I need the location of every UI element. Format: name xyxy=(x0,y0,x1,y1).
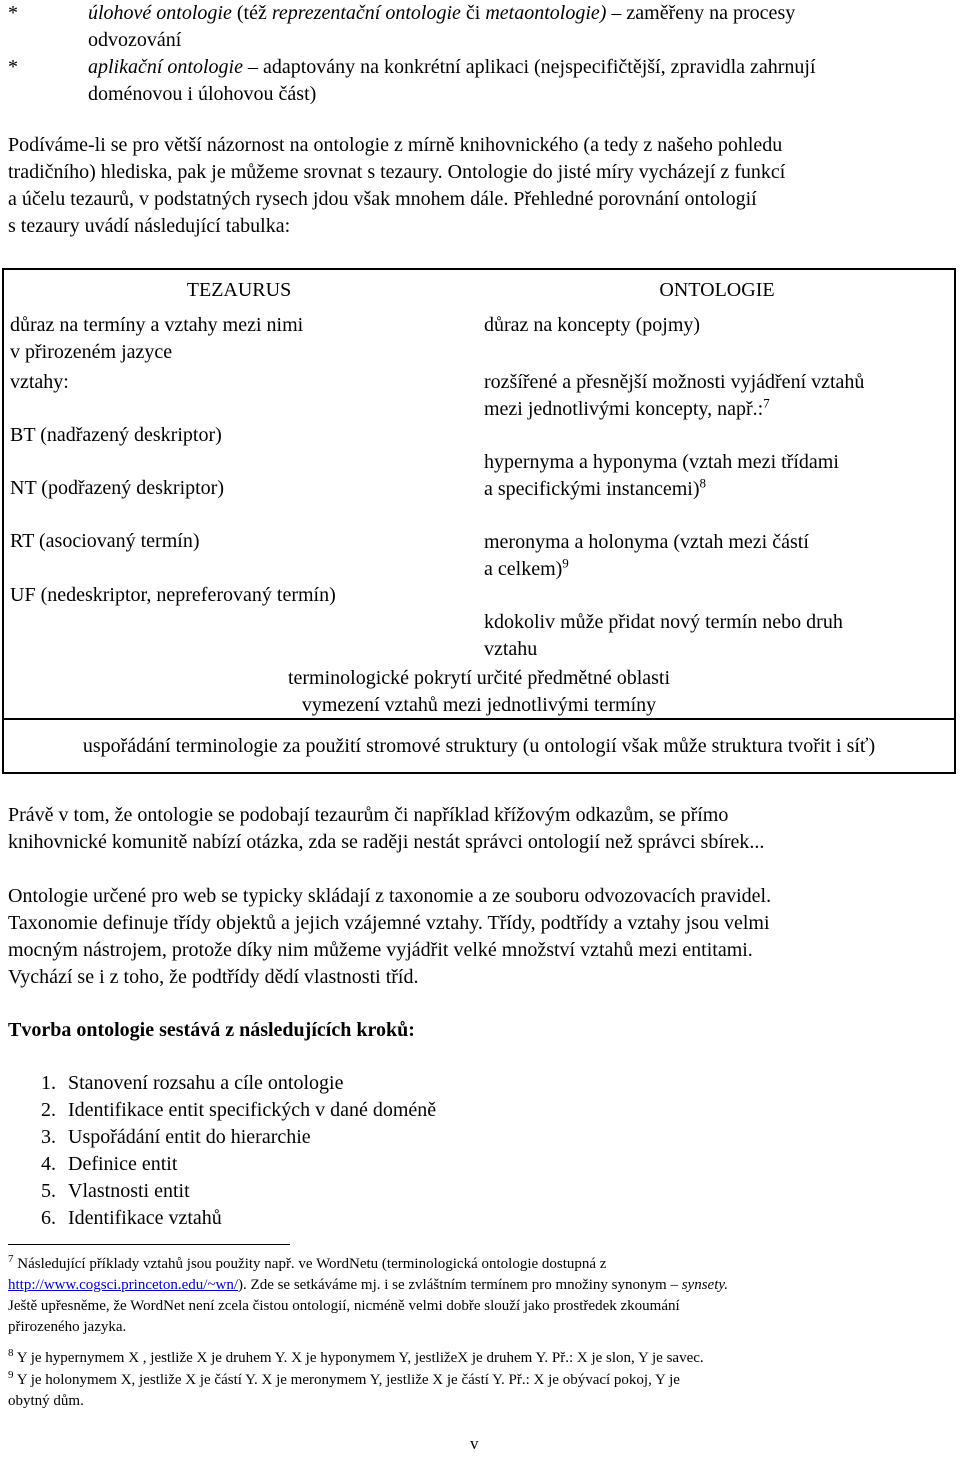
footnote-9: $^9$ Y je holonymem X, jestliže X je částí Y. X je meronymem Y, jestliže X je částí Y. Př.: X je obývací pokoj, Y je obytný dům. xyxy=(8,1369,680,1409)
bullet-mark: * xyxy=(8,2,18,24)
steps-list xyxy=(8,1070,708,1232)
table-cell: UF (nedeskriptor, nepreferovaný termín) xyxy=(10,584,336,606)
table-shared-cell: terminologické pokrytí určité předmětné oblasti xyxy=(287,667,671,689)
table-bottom-cell: uspořádání terminologie za použití stromové struktury (u ontologií však může struktura tvořit i síť) xyxy=(82,735,876,757)
table-cell: a specifickými instancemi)$^8$ xyxy=(484,475,706,500)
table-header-tezaurus: TEZAURUS xyxy=(186,279,292,301)
table-cell: RT (asociovaný termín) xyxy=(10,530,200,552)
table-cell: vztahu xyxy=(484,638,538,660)
table-cell: hypernyma a hyponyma (vztah mezi třídami xyxy=(484,451,839,473)
list-item: 5. Vlastnosti entit xyxy=(41,1180,190,1202)
list-item: 1. Stanovení rozsahu a cíle ontologie xyxy=(41,1072,344,1094)
list-item: 3. Uspořádání entit do hierarchie xyxy=(41,1126,311,1148)
table-cell: důraz na koncepty (pojmy) xyxy=(484,314,701,336)
list-item: 4. Definice entit xyxy=(41,1153,178,1175)
footnote-8: $^8$ Y je hypernymem X , jestliže X je druhem Y. X je hyponymem Y, jestližeX je druhem Y. Př.: X je slon, Y je savec. xyxy=(8,1347,704,1366)
table-cell: rozšířené a přesnější možnosti vyjádření vztahů xyxy=(484,371,865,393)
bullet-mark: * xyxy=(8,56,18,78)
table-cell: BT (nadřazený deskriptor) xyxy=(10,424,222,446)
paragraph: Ontologie určené pro web se typicky skládají z taxonomie a ze souboru odvozovacích pravidel. Taxonomie definuje třídy objektů a jejich vzájemné vztahy. Třídy, podtřídy a vztahy jsou velmi mocným nástrojem, protože díky nim můžeme vyjádřit velké množství vztahů mezi entitami. Vychází se i z toho, že podtřídy dědí vlastnosti tříd. xyxy=(8,885,772,988)
list-item: 2. Identifikace entit specifických v dané doméně xyxy=(41,1099,437,1121)
footnote-7: $^7$ Následující příklady vztahů jsou použity např. ve WordNetu (terminologická ontologie dostupná z http://www.cogsci.princeton.edu/~wn/). Zde se setkáváme mj. i se zvláštním termínem pro množiny synonym – synsety. Ještě upřesněme, že WordNet není zcela čistou ontologií, nicméně velmi dobře slouží jako prostředek zkoumání přirozeného jazyka. xyxy=(8,1253,728,1335)
table-cell: důraz na termíny a vztahy mezi nimi xyxy=(10,314,304,336)
table-cell: NT (podřazený deskriptor) xyxy=(10,477,225,499)
table-cell: mezi jednotlivými koncepty, např.:$^7$ xyxy=(484,395,770,420)
table-cell: kdokoliv může přidat nový termín nebo druh xyxy=(484,611,843,633)
table-header-ontologie: ONTOLOGIE xyxy=(659,279,775,301)
page-number: v xyxy=(470,1434,479,1453)
wordnet-link[interactable]: http://www.cogsci.princeton.edu/~wn/ xyxy=(8,1277,239,1293)
table-cell: v přirozeném jazyce xyxy=(10,341,173,363)
table-cell: a celkem)$^9$ xyxy=(484,555,569,580)
table-cell: meronyma a holonyma (vztah mezi částí xyxy=(484,531,809,553)
section-heading: Tvorba ontologie sestává z následujících kroků: xyxy=(8,1019,415,1041)
list-item: 6. Identifikace vztahů xyxy=(41,1207,222,1229)
document-page: * úlohové ontologie (též reprezentační ontologie či metaontologie) – zaměřeny na procesy odvozování * aplikační ontologie – adaptovány na konkrétní aplikaci (nejspecifičtější, zpravidla zahrnují doménovou i úlohovou část) Podíváme-li se pro větší názornost na ontologie z mírně knihovnického (a tedy z našeho pohledu tradičního) hlediska, pak je můžeme srovnat s tezaury. Ontologie do jisté míry vycházejí z funkcí a účelu tezaurů, v podstatných rysech jdou však mnohem dále. Přehledné porovnání ontologií s tezaury uvádí následující tabulka: TEZAURUS ONTOLOGIE důraz na termíny a vztahy mezi nimi v přirozeném jazyce vztahy: BT (nadřazený deskriptor) NT (podřazený deskriptor) RT (asociovaný termín) UF (nedeskriptor, nepreferovaný termín) důraz na koncepty (pojmy) rozšířené a přesnější možnosti vyjádření vztahů mezi jednotlivými koncepty, např.:$^7$ hypernyma a hyponyma (vztah mezi třídami a specifickými instancemi)$^8$ meronyma a holonyma (vztah mezi částí a celkem)$^9$ kdokoliv může přidat nový termín nebo druh vztahu terminologické pokrytí určité předmětné oblasti vymezení vztahů mezi jednotlivými termíny uspořádání terminologie za použití stromové struktury (u ontologií však může struktura tvořit i síť) Právě v tom, že ontologie se podobají tezaurům či například křížovým odkazům, se přímo knihovnické komunitě nabízí otázka, zda se raději nestát správci ontologií než správci sbírek... Ontologie určené pro web se typicky skládají z taxonomie a ze souboru odvozovacích pravidel. Taxonomie definuje třídy objektů a jejich vzájemné vztahy. Třídy, podtřídy a vztahy jsou velmi mocným nástrojem, protože díky nim můžeme vyjádřit velké množství vztahů mezi entitami. Vychází se i z toho, že podtřídy dědí vlastnosti tříd. Tvorba ontologie sestává z následujících kroků: 1. Stanovení rozsahu a cíle ontologie 2. Identifikace entit specifických v dané doméně 3. Uspořádání entit do hierarchie 4. Definice entit 5. Vlastnosti entit 6. Identifikace vztahů $^7$ Následující příklady vztahů jsou použity např. ve WordNetu (terminologická ontologie dostupná z http://www.cogsci.princeton.edu/~wn/). Zde se setkáváme mj. i se zvláštním termínem pro množiny synonym – synsety. Ještě upřesněme, že WordNet není zcela čistou ontologií, nicméně velmi dobře slouží jako prostředek zkoumání přirozeného jazyka. $^8$ Y je hypernymem X , jestliže X je druhem Y. X je hyponymem Y, jestližeX je druhem Y. Př.: X je slon, Y je savec. $^9$ Y je holonymem X, jestliže X je částí Y. X je meronymem Y, jestliže X je částí Y. Př.: X je obývací pokoj, Y je obytný dům. v xyxy=(0,0,960,1454)
table-cell: vztahy: xyxy=(10,371,69,393)
intro-paragraph: Podíváme-li se pro větší názornost na ontologie z mírně knihovnického (a tedy z našeho pohledu tradičního) hlediska, pak je můžeme srovnat s tezaury. Ontologie do jisté míry vycházejí z funkcí a účelu tezaurů, v podstatných rysech jdou však mnohem dále. Přehledné porovnání ontologií s tezaury uvádí následující tabulka: xyxy=(8,134,786,237)
paragraph: Právě v tom, že ontologie se podobají tezaurům či například křížovým odkazům, se přímo knihovnické komunitě nabízí otázka, zda se raději nestát správci ontologií než správci sbírek... xyxy=(8,804,765,853)
footnote-divider xyxy=(8,1244,290,1245)
table-shared-cell: vymezení vztahů mezi jednotlivými termíny xyxy=(301,694,657,716)
